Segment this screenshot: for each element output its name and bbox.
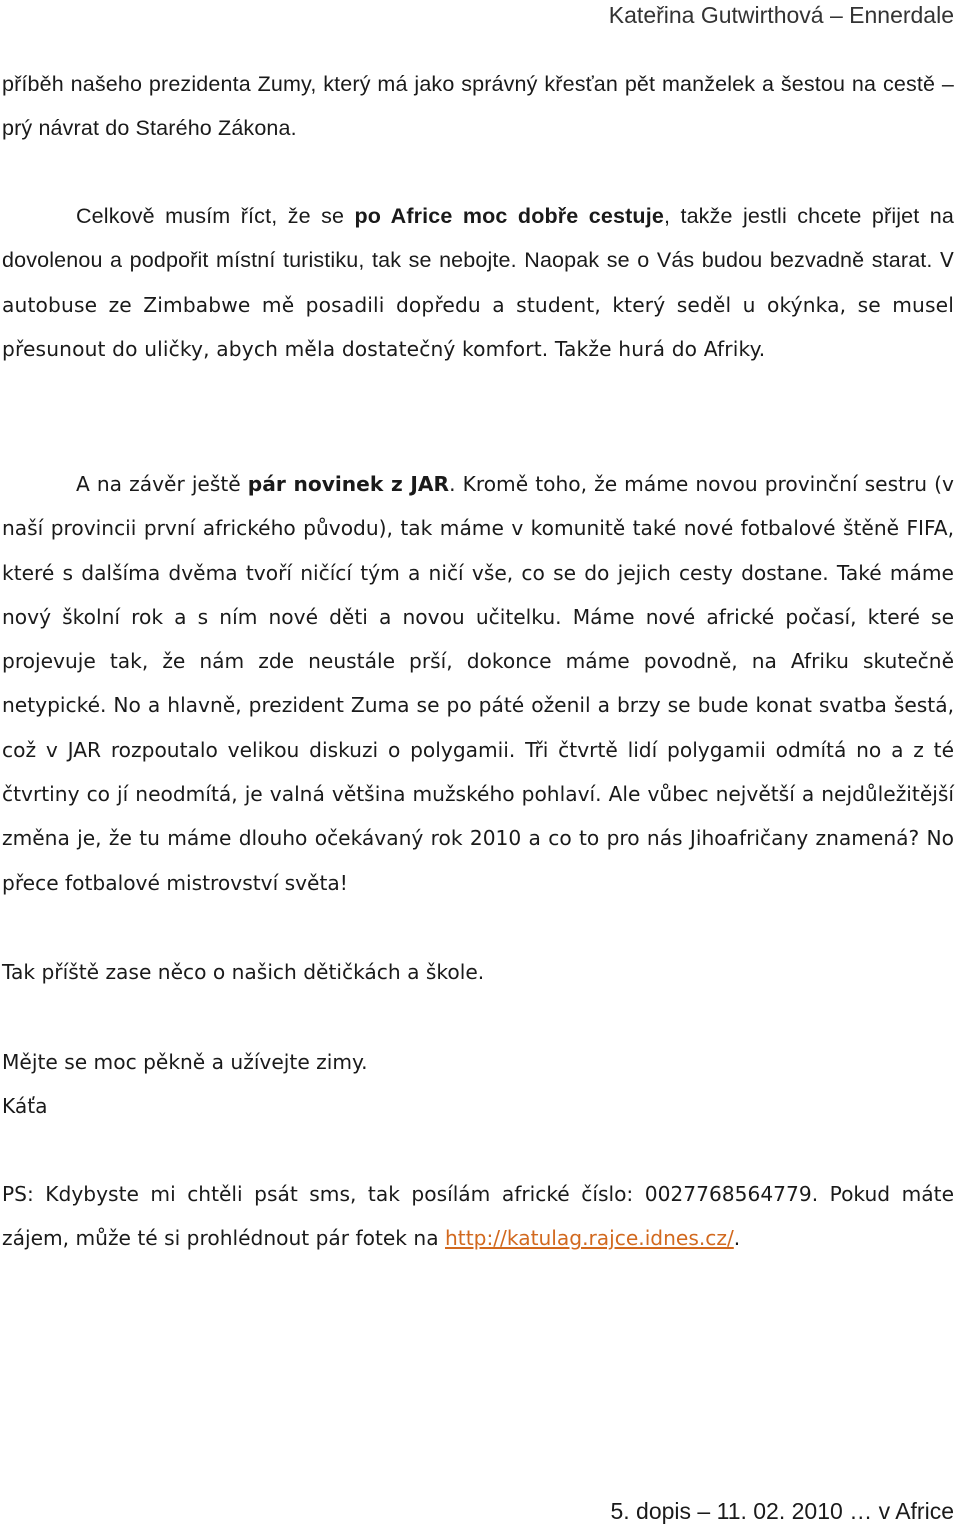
page-header: Kateřina Gutwirthová – Ennerdale: [608, 2, 954, 28]
paragraph-2-text-b: , takže jestli chcete přijet na dovolenou a podpořit místní turistiku, tak se nebojte. Naopak se o Vás budou bezvadně starat.: [2, 204, 954, 273]
paragraph-4: Tak příště zase něco o našich dětičkách a škole.: [2, 960, 485, 984]
paragraph-2-text-c: V autobuse ze Zimbabwe mě posadili dopředu a student, který seděl u okýnka, se musel přesunout do uličky, abych měla dostatečný komfort. Takže hurá do Afriky.: [2, 248, 954, 361]
postscript: [2, 1172, 954, 1261]
paragraph-3: [2, 462, 954, 905]
paragraph-3-bold: pár novinek z JAR: [247, 472, 450, 496]
paragraph-3-text-b: . Kromě toho, že máme novou provinční sestru (v naší provincii první afrického původu), tak máme v komunitě také nové fotbalové štěně FIFA, které s dalšíma dvěma tvoří ničící tým a ničí vše, co se do jejich cesty dostane.: [2, 472, 954, 585]
paragraph-2-text-a: Celkově musím říct, že se: [76, 204, 355, 228]
photo-gallery-link[interactable]: http://katulag.rajce.idnes.cz/: [445, 1226, 734, 1251]
paragraph-3-text-a: A na závěr ještě: [76, 472, 248, 496]
paragraph-2: [2, 194, 954, 371]
postscript-text-a: PS: Kdybyste mi chtěli psát sms, tak posílám africké číslo: 0027768564779. Pokud máte zájem, může té si prohlédnout pár fotek na: [2, 1182, 954, 1251]
paragraph-5: Mějte se moc pěkně a užívejte zimy.: [2, 1050, 368, 1074]
paragraph-3-text-c: Také máme nový školní rok a s ním nové děti a novou učitelku. Máme nové africké počasí, které se projevuje tak, že nám zde neustále prší, dokonce máme povodně, na Afriku skutečně netypické. No a hlavně, prezident Zuma se po páté oženil a brzy se bude konat svatba šestá, což v JAR rozpoutalo velikou diskuzi o polygamii. Tři čtvrtě lidí polygamii odmítá no a z té čtvrtiny co jí neodmítá, je valná většina mužského pohlaví. Ale vůbec největší a nejdůležitější změna je, že tu máme dlouho očekávaný rok 2010 a co to pro nás Jihoafričany znamená? No přece fotbalové mistrovství světa!: [2, 560, 954, 895]
page-footer: 5. dopis – 11. 02. 2010 … v Africe: [610, 1498, 954, 1524]
paragraph-1: příběh našeho prezidenta Zumy, který má jako správný křesťan pět manželek a šestou na cestě – prý návrat do Starého Zákona.: [2, 72, 954, 141]
postscript-text-b: .: [733, 1226, 741, 1251]
signature: Káťa: [2, 1094, 48, 1118]
paragraph-2-bold: po Africe moc dobře cestuje: [354, 204, 664, 228]
